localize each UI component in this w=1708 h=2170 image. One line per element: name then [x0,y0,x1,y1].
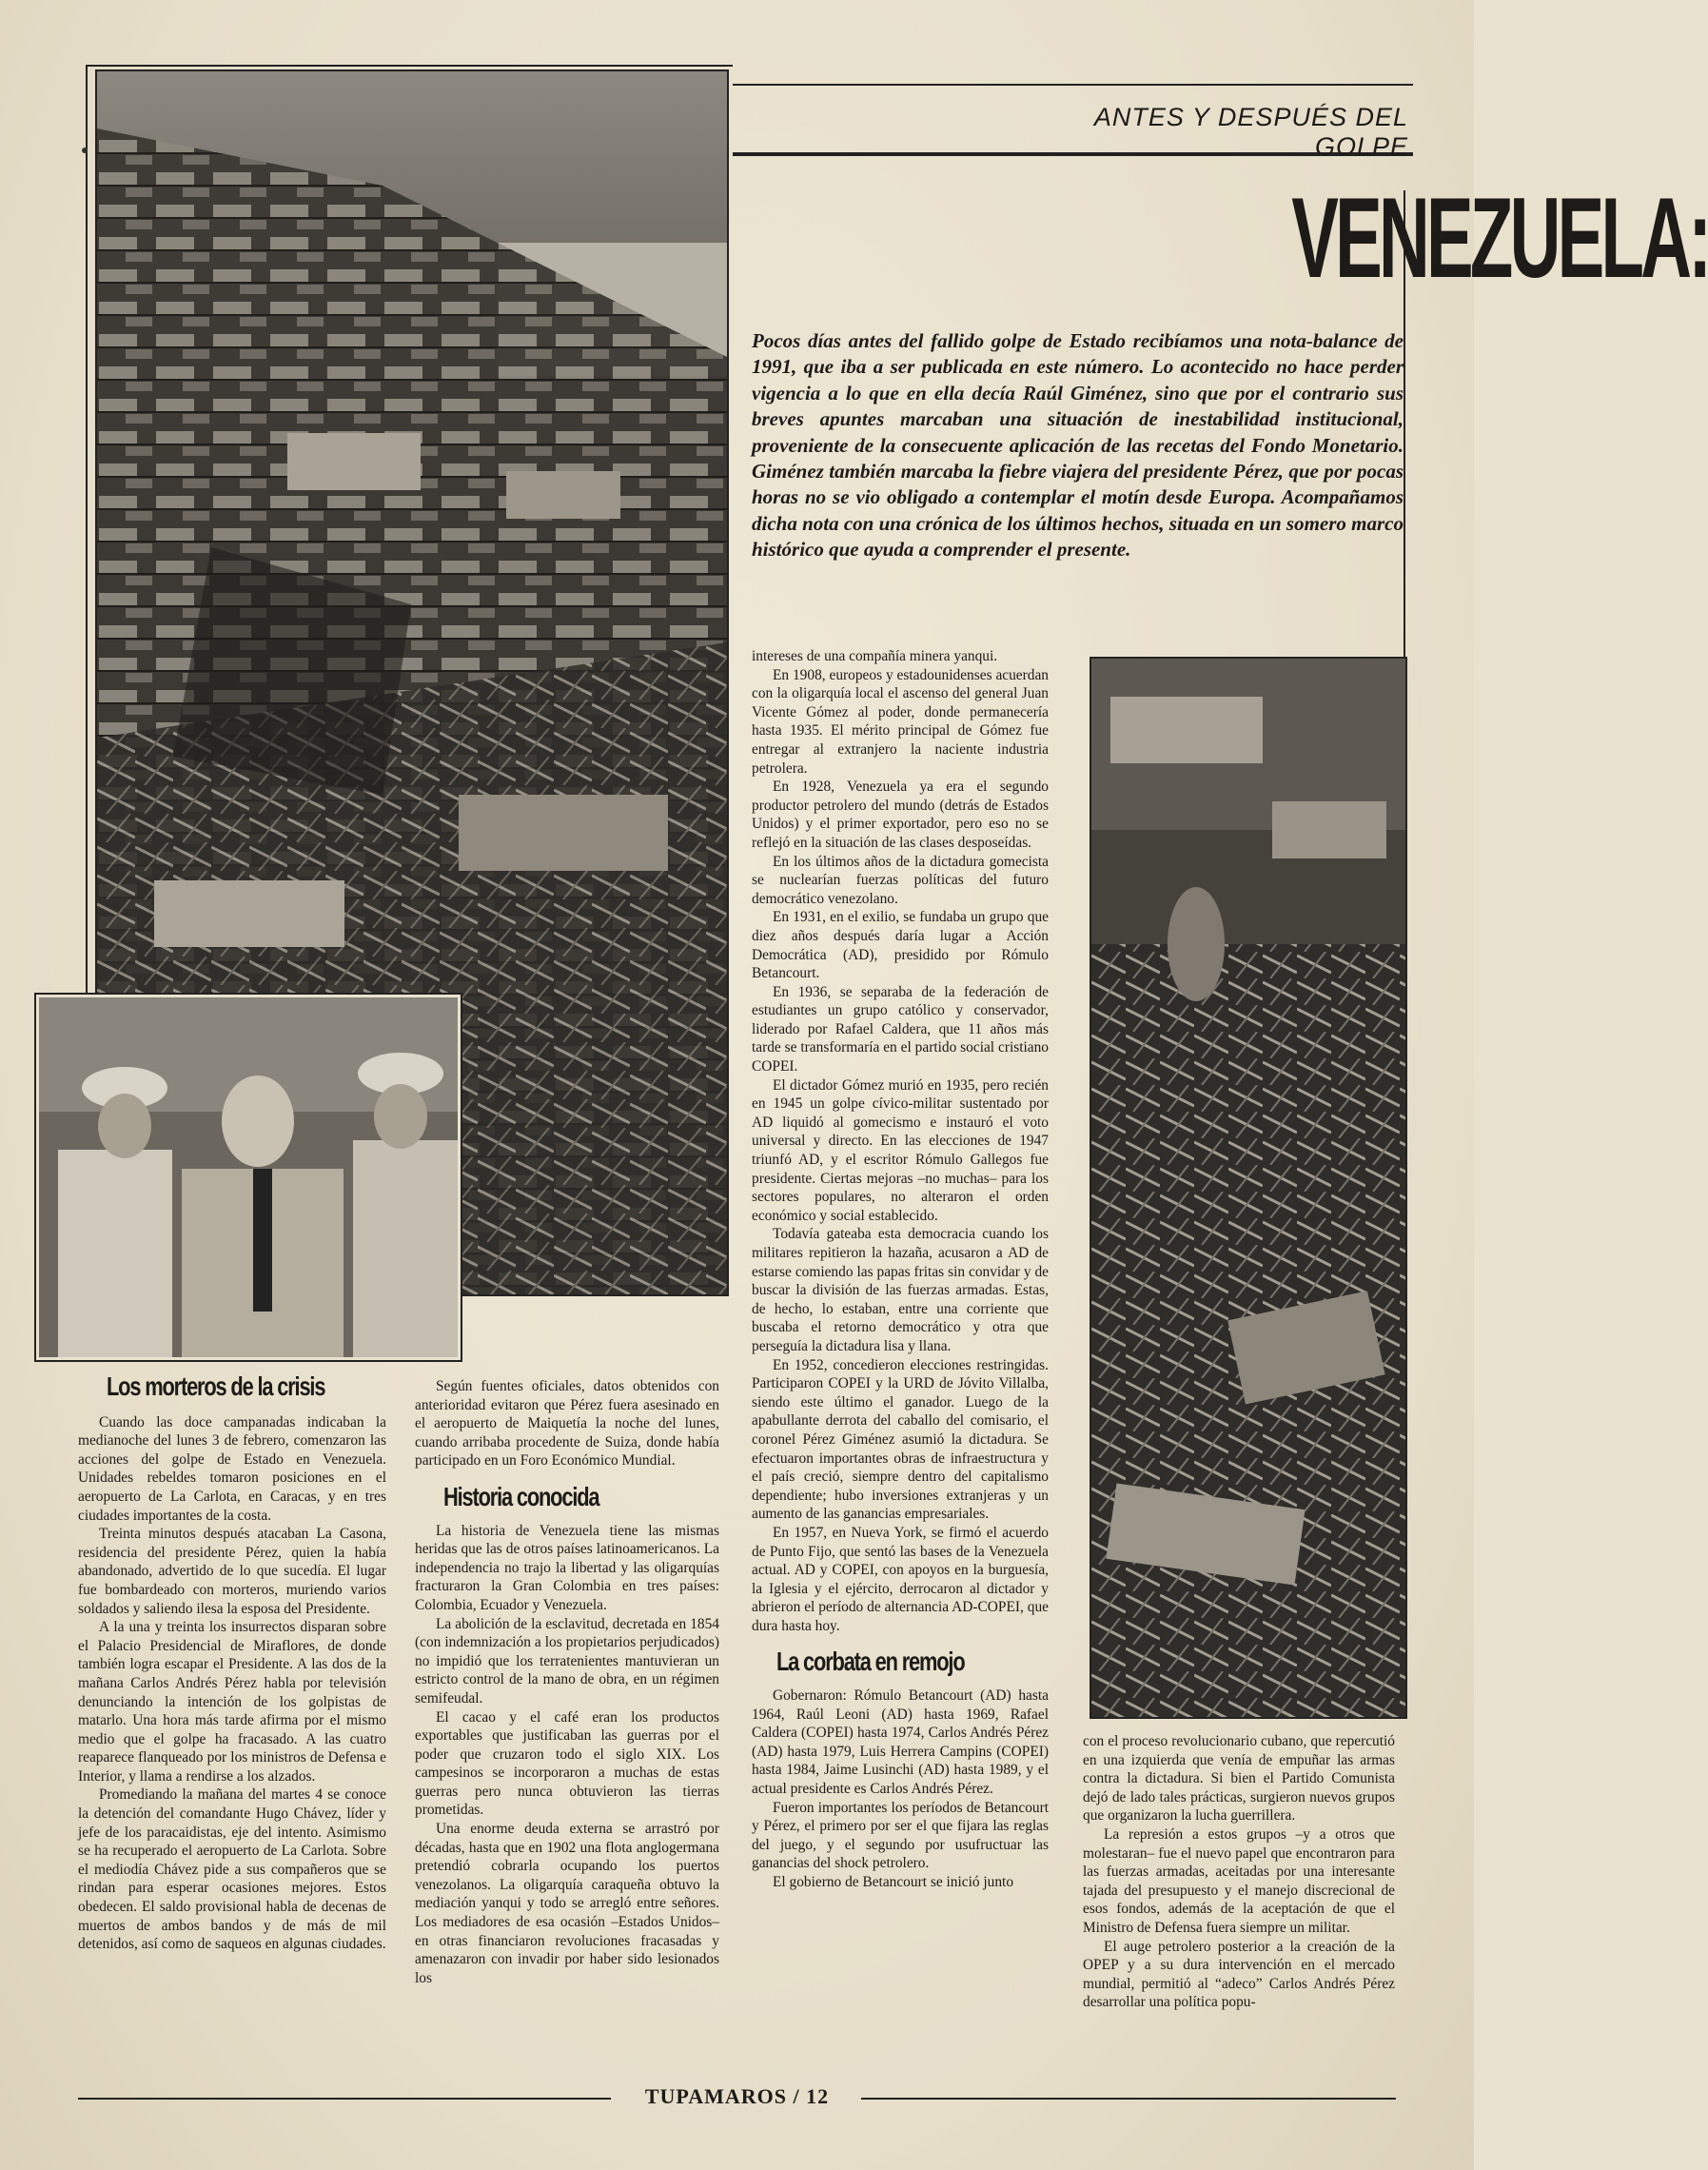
president-with-officers-photo [36,995,461,1360]
col1-paragraph: Cuando las doce campanadas indicaban la medianoche del lunes 3 de febrero, comenzaron las acciones del golpe de Estado en Venezuela. Unidades rebeldes tomaron posiciones en el aeropuerto de La Carlota, en Caracas, y en tres ciudades importantes de la costa. [78,1413,386,1524]
col3-paragraph: intereses de una compañía minera yanqui. [752,648,998,664]
col2-paragraph: La abolición de la esclavitud, decretada en 1854 (con indemnización a los propietarios perjudicados) no impidió que los terratenientes mantuvieran un estricto control de la mano de obra, en un régimen semifeudal. [415,1615,719,1706]
bullet-dot [82,148,88,153]
page-footer [0,2084,1474,2113]
lede-paragraph: Pocos días antes del fallido golpe de Estado recibíamos una nota-balance de 1991, que iba a ser publicada en este número. Lo acontecido no hace perder vigencia a lo que en ella decía Raúl Giménez, sino que por el contrario sus breves apuntes marcaban una situación de inestabilidad institucional, proveniente de la consecuente aplicación de las recetas del Fondo Monetario. Giménez también marcaba la fiebre viajera del presidente Pérez, que por pocas horas no se vio obligado a contemplar el motín desde Europa. Acompañamos dicha nota con una crónica de los últimos hechos, situada en un somero marco histórico que ayuda a comprender el presente. [752,329,1404,562]
col3-paragraph: En 1931, en el exilio, se fundaba un grupo que diez años después daría lugar a Acción Democrática (AD), presidido por Rómulo Betancourt. [752,909,1049,982]
section-tag: ANTES Y DESPUÉS DEL GOLPE [1093,103,1408,161]
column-3-heading: La corbata en remojo [776,1647,965,1677]
col2-paragraph: Según fuentes oficiales, datos obtenidos con anterioridad evitaron que Pérez fuera asesinado en el aeropuerto de Maiquetía la noche del lunes, cuando arribaba procedente de Suiza, donde había participado en un Foro Económico Mundial. [415,1378,719,1470]
column-1 [78,1371,386,1954]
col1-paragraph: Treinta minutos después atacaban La Casona, residencia del presidente Pérez, quien la había abandonado, advertido de lo que sucedía. El lugar fue bombardeado con morteros, muriendo varios soldados y saliendo ilesa la esposa del Presidente. [78,1526,386,1617]
column-3 [752,647,1049,1892]
col3-paragraph: En 1936, se separaba de la federación de estudiantes un grupo católico y conservador, liderado por Rafael Caldera, que 11 años más tarde se transformaría en el partido social cristiano COPEI. [752,983,1049,1075]
footer-label: TUPAMAROS / 12 [644,2084,830,2108]
column-2-heading: Historia conocida [443,1481,599,1511]
top-frame-rule [86,65,733,67]
column-1-heading: Los morteros de la crisis [107,1371,325,1401]
col3-paragraph: En 1952, concedieron elecciones restringidas. Participaron COPEI y la URD de Jóvito Villalba, siendo este último el ganador. Luego de la apabullante derrota del caballo del comisario, el coronel Pérez Giménez asumió la dictadura. Se efectuaron importantes obras de infraestructura y el país creció, siempre dentro del capitalismo dependiente; hubo inversiones extranjeras y un aumento de las ganancias empresariales. [752,1356,1049,1523]
col3-paragraph: El gobierno de Betancourt se inició junto [773,1874,1014,1890]
demolished-shacks-photo [1090,657,1407,1719]
page-title: VENEZUELA: [1291,174,1708,302]
col3-paragraph: Todavía gateaba esta democracia cuando los militares repitieron la hazaña, acusaron a AD de estarse comiendo las papas fritas sin convidar y de buscar la división de las fuerzas armadas. Estas, de hecho, lo estaban, entre una corriente que buscaba el retorno democrático y otra que perseguía la dictadura lisa y llana. [752,1226,1049,1354]
col4-paragraph: con el proceso revolucionario cubano, que repercutió en una izquierda que venía de empuñar las armas contra la dictadura. Si bien el Partido Comunista dejó de lado tales prácticas, surgieron nuevos grupos que organizaron la lucha guerrillera. [1083,1733,1395,1825]
footer-rule-left [78,2098,611,2100]
col3-paragraph: En 1908, europeos y estadounidenses acuerdan con la oligarquía local el ascenso del general Juan Vicente Gómez al poder, donde permanecería hasta 1935. El mérito principal de Gómez fue entregar al extranjero la naciente industria petrolera. [752,666,1049,777]
col3-paragraph: Gobernaron: Rómulo Betancourt (AD) hasta 1964, Raúl Leoni (AD) hasta 1969, Rafael Caldera (COPEI) hasta 1974, Carlos Andrés Pérez (AD) hasta 1979, Luis Herrera Campins (COPEI) hasta 1984, Jaime Lusinchi (AD) hasta 1989, y el actual presidente es Carlos Andrés Pérez. [752,1687,1049,1798]
col3-paragraph: En 1957, en Nueva York, se firmó el acuerdo de Punto Fijo, que sentó las bases de la Venezuela actual. AD y COPEI, con apoyos en la burguesía, la Iglesia y el ejército, derrocaron al dictador y abrieron el período de alternancia AD-COPEI, que dura hasta hoy. [752,1524,1049,1634]
header-top-rule [733,84,1413,86]
col1-paragraph: A la una y treinta los insurrectos disparan sobre el Palacio Presidencial de Miraflores, de donde también logra escapar el Presidente. A las dos de la mañana Carlos Andrés Pérez habla por televisión denunciando la intención de los golpistas de matarlo. Una hora más tarde afirma por el mismo medio que el golpe ha fracasado. A las cuatro reaparece flanqueado por los ministros de Defensa e Interior, y llama a rendirse a los alzados. [78,1619,386,1785]
col3-paragraph: En los últimos años de la dictadura gomecista se nuclearían fuerzas políticas del futuro democrático venezolano. [752,853,1049,907]
col3-paragraph: Fueron importantes los períodos de Betancourt y Pérez, el primero por ser el que fijara las reglas del juego, y el segundo por usufructuar las ganancias del shock petrolero. [752,1799,1049,1872]
col2-paragraph: La historia de Venezuela tiene las mismas heridas que las de otros países latinoamericanos. La independencia no trajo la libertad y las oligarquías fracturaron la Gran Colombia en tres países: Colombia, Ecuador y Venezuela. [415,1522,719,1613]
column-2 [415,1377,719,1987]
col3-paragraph: El dictador Gómez murió en 1935, pero recién en 1945 un golpe cívico-militar sustentado por AD liquidó al gomecismo e instauró el voto universal y directo. En las elecciones de 1947 triunfó AD, y el escritor Rómulo Gallegos fue presidente. Ciertas mejoras –no muchas– para los sectores populares, no alteraron el orden económico y social establecido. [752,1076,1049,1224]
col2-paragraph: El cacao y el café eran los productos exportables que justificaban las guerras por el poder que cruzaron todo el siglo XIX. Los campesinos se incorporaron a muchas de estas guerras pero nunca obtuvieron las tierras prometidas. [415,1708,719,1819]
footer-rule-right [861,2098,1396,2100]
col4-paragraph: El auge petrolero posterior a la creación de la OPEP y a su dura intervención en el mercado mundial, permitió al “adeco” Carlos Andrés Pérez desarrollar una política popu- [1083,1938,1395,2011]
column-4 [1083,1732,1395,2012]
col2-paragraph: Una enorme deuda externa se arrastró por décadas, hasta que en 1902 una flota anglogermana pretendió cobrarla ocupando los puertos venezolanos. La oligarquía caraqueña obtuvo la mediación yanqui y todo se arregló entre señores. Los mediadores de esa ocasión –Estados Unidos– en otras financiaron revoluciones fracasadas y amenazaron con invadir por haber sido lesionados los [415,1821,719,1986]
col3-paragraph: En 1928, Venezuela ya era el segundo productor petrolero del mundo (detrás de Estados Unidos) y el primer exportador, pero eso no se reflejó en la situación de las clases desposeídas. [752,779,1049,851]
col1-paragraph: Promediando la mañana del martes 4 se conoce la detención del comandante Hugo Chávez, líder y jefe de los paracaidistas, eje del intento. Asimismo se ha recuperado el aeropuerto de La Carlota. Sobre el mediodía Chávez pide a sus compañeros que se rindan para esperar ocasiones mejores. Estos obedecen. El saldo provisional habla de decenas de muertos de ambos bandos y de más de mil detenidos, así como de saqueos en algunas ciudades. [78,1786,386,1953]
col4-paragraph: La represión a estos grupos –y a otros que molestaran– fue el nuevo papel que encontraron para las fuerzas armadas, aceitadas por una interesante tajada del presupuesto y el manejo discrecional de esos fondos, además de la aceptación de que el Ministro de Defensa fuera siempre un militar. [1083,1825,1395,1936]
